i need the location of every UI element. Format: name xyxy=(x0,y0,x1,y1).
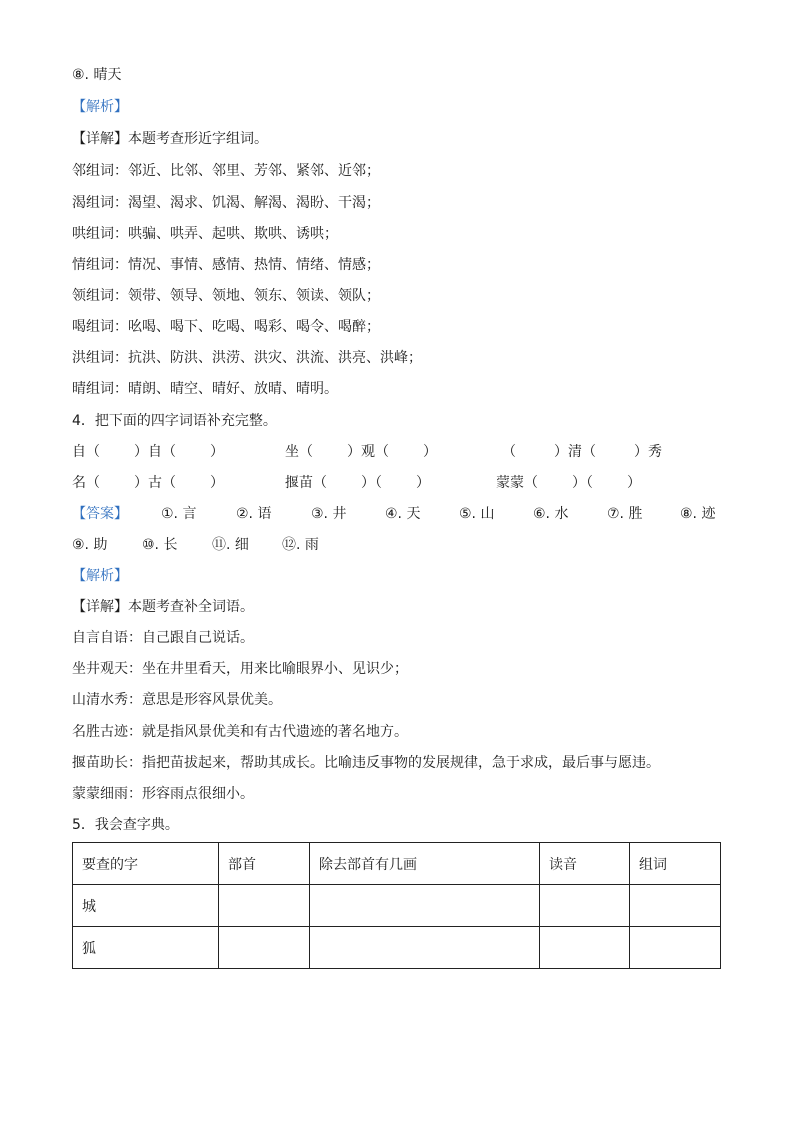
table-cell: 城 xyxy=(73,885,219,927)
column-header: 要查的字 xyxy=(73,843,219,885)
idiom-part: ）古（ xyxy=(134,475,176,491)
column-header: 除去部首有几画 xyxy=(310,843,540,885)
idiom-part: ）清（ xyxy=(554,444,596,460)
table-row xyxy=(73,927,721,969)
answer-item: ⑫. 雨 xyxy=(282,537,319,553)
table-cell xyxy=(219,927,310,969)
table-cell xyxy=(630,885,721,927)
idiom-part: ） xyxy=(210,444,224,460)
table-row xyxy=(73,885,721,927)
idiom-part: ）观（ xyxy=(347,444,389,460)
answer-item: ⑪. 细 xyxy=(212,537,249,553)
word-group-line: 晴组词：晴朗、晴空、晴好、放晴、晴明。 xyxy=(72,381,338,397)
analysis-tag: 【解析】 xyxy=(72,99,128,115)
idiom-blank xyxy=(72,441,224,463)
word-group-line: 邻组词：邻近、比邻、邻里、芳邻、紧邻、近邻； xyxy=(72,163,380,179)
question-4-title: 4．把下面的四字词语补充完整。 xyxy=(72,413,277,429)
dictionary-table xyxy=(72,842,721,969)
idiom-blank xyxy=(502,441,662,463)
idiom-blank xyxy=(285,472,430,494)
idiom-explanation: 蒙蒙细雨：形容雨点很细小。 xyxy=(72,786,254,802)
analysis-tag: 【解析】 xyxy=(72,568,128,584)
answer-item: ②. 语 xyxy=(236,506,272,522)
table-cell xyxy=(310,927,540,969)
idiom-part: ） xyxy=(210,475,224,491)
answer-item: ⑩. 长 xyxy=(142,537,178,553)
word-group-line: 渴组词：渴望、渴求、饥渴、解渴、渴盼、干渴； xyxy=(72,195,380,211)
table-cell xyxy=(630,927,721,969)
table-cell xyxy=(219,885,310,927)
idiom-explanation: 名胜古迹：就是指风景优美和有古代遗迹的著名地方。 xyxy=(72,724,408,740)
table-header-row xyxy=(73,843,721,885)
answer-item: ⑨. 助 xyxy=(72,537,108,553)
idiom-blank xyxy=(72,472,224,494)
idiom-blank xyxy=(285,441,437,463)
word-group-line: 哄组词：哄骗、哄弄、起哄、欺哄、诱哄； xyxy=(72,226,338,242)
idiom-part: 自（ xyxy=(72,444,100,460)
answer-item-8: ⑧. 晴天 xyxy=(72,67,122,83)
answer-item: ⑦. 胜 xyxy=(607,506,643,522)
idiom-part: ） xyxy=(627,475,641,491)
column-header: 组词 xyxy=(630,843,721,885)
idiom-part: ）秀 xyxy=(634,444,662,460)
answer-item: ③. 井 xyxy=(311,506,347,522)
answer-tag: 【答案】 xyxy=(72,506,128,522)
column-header: 读音 xyxy=(540,843,630,885)
idiom-part: ）（ xyxy=(572,475,593,491)
idiom-explanation: 坐井观天：坐在井里看天，用来比喻眼界小、见识少； xyxy=(72,661,408,677)
question-5-title: 5．我会查字典。 xyxy=(72,817,179,833)
table-cell xyxy=(310,885,540,927)
table-cell xyxy=(540,927,630,969)
idiom-explanation: 山清水秀：意思是形容风景优美。 xyxy=(72,692,282,708)
idiom-part: 名（ xyxy=(72,475,100,491)
detail-line: 【详解】本题考查形近字组词。 xyxy=(72,131,268,147)
answer-item: ⑥. 水 xyxy=(533,506,569,522)
idiom-explanation: 自言自语：自己跟自己说话。 xyxy=(72,630,254,646)
table-cell xyxy=(540,885,630,927)
idiom-part: 坐（ xyxy=(285,444,313,460)
idiom-part: 蒙蒙（ xyxy=(496,475,538,491)
word-group-line: 领组词：领带、领导、领地、领东、领读、领队； xyxy=(72,288,380,304)
column-header: 部首 xyxy=(219,843,310,885)
answer-item: ⑤. 山 xyxy=(459,506,495,522)
idiom-part: ）（ xyxy=(361,475,382,491)
word-group-line: 喝组词：吆喝、喝下、吃喝、喝彩、喝令、喝醉； xyxy=(72,319,380,335)
idiom-part: ） xyxy=(423,444,437,460)
answer-item: ⑧. 迹 xyxy=(680,506,716,522)
idiom-part: （ xyxy=(502,444,516,460)
word-group-line: 洪组词：抗洪、防洪、洪涝、洪灾、洪流、洪亮、洪峰； xyxy=(72,350,422,366)
idiom-blank xyxy=(496,472,641,494)
answer-item: ①. 言 xyxy=(161,506,197,522)
idiom-part: 揠苗（ xyxy=(285,475,327,491)
idiom-explanation: 揠苗助长：指把苗拔起来，帮助其成长。比喻违反事物的发展规律，急于求成，最后事与愿违。 xyxy=(72,755,660,771)
detail-line: 【详解】本题考查补全词语。 xyxy=(72,599,254,615)
idiom-part: ）自（ xyxy=(134,444,176,460)
table-cell: 狐 xyxy=(73,927,219,969)
answer-item: ④. 天 xyxy=(385,506,421,522)
word-group-line: 情组词：情况、事情、感情、热情、情绪、情感； xyxy=(72,257,380,273)
idiom-part: ） xyxy=(416,475,430,491)
